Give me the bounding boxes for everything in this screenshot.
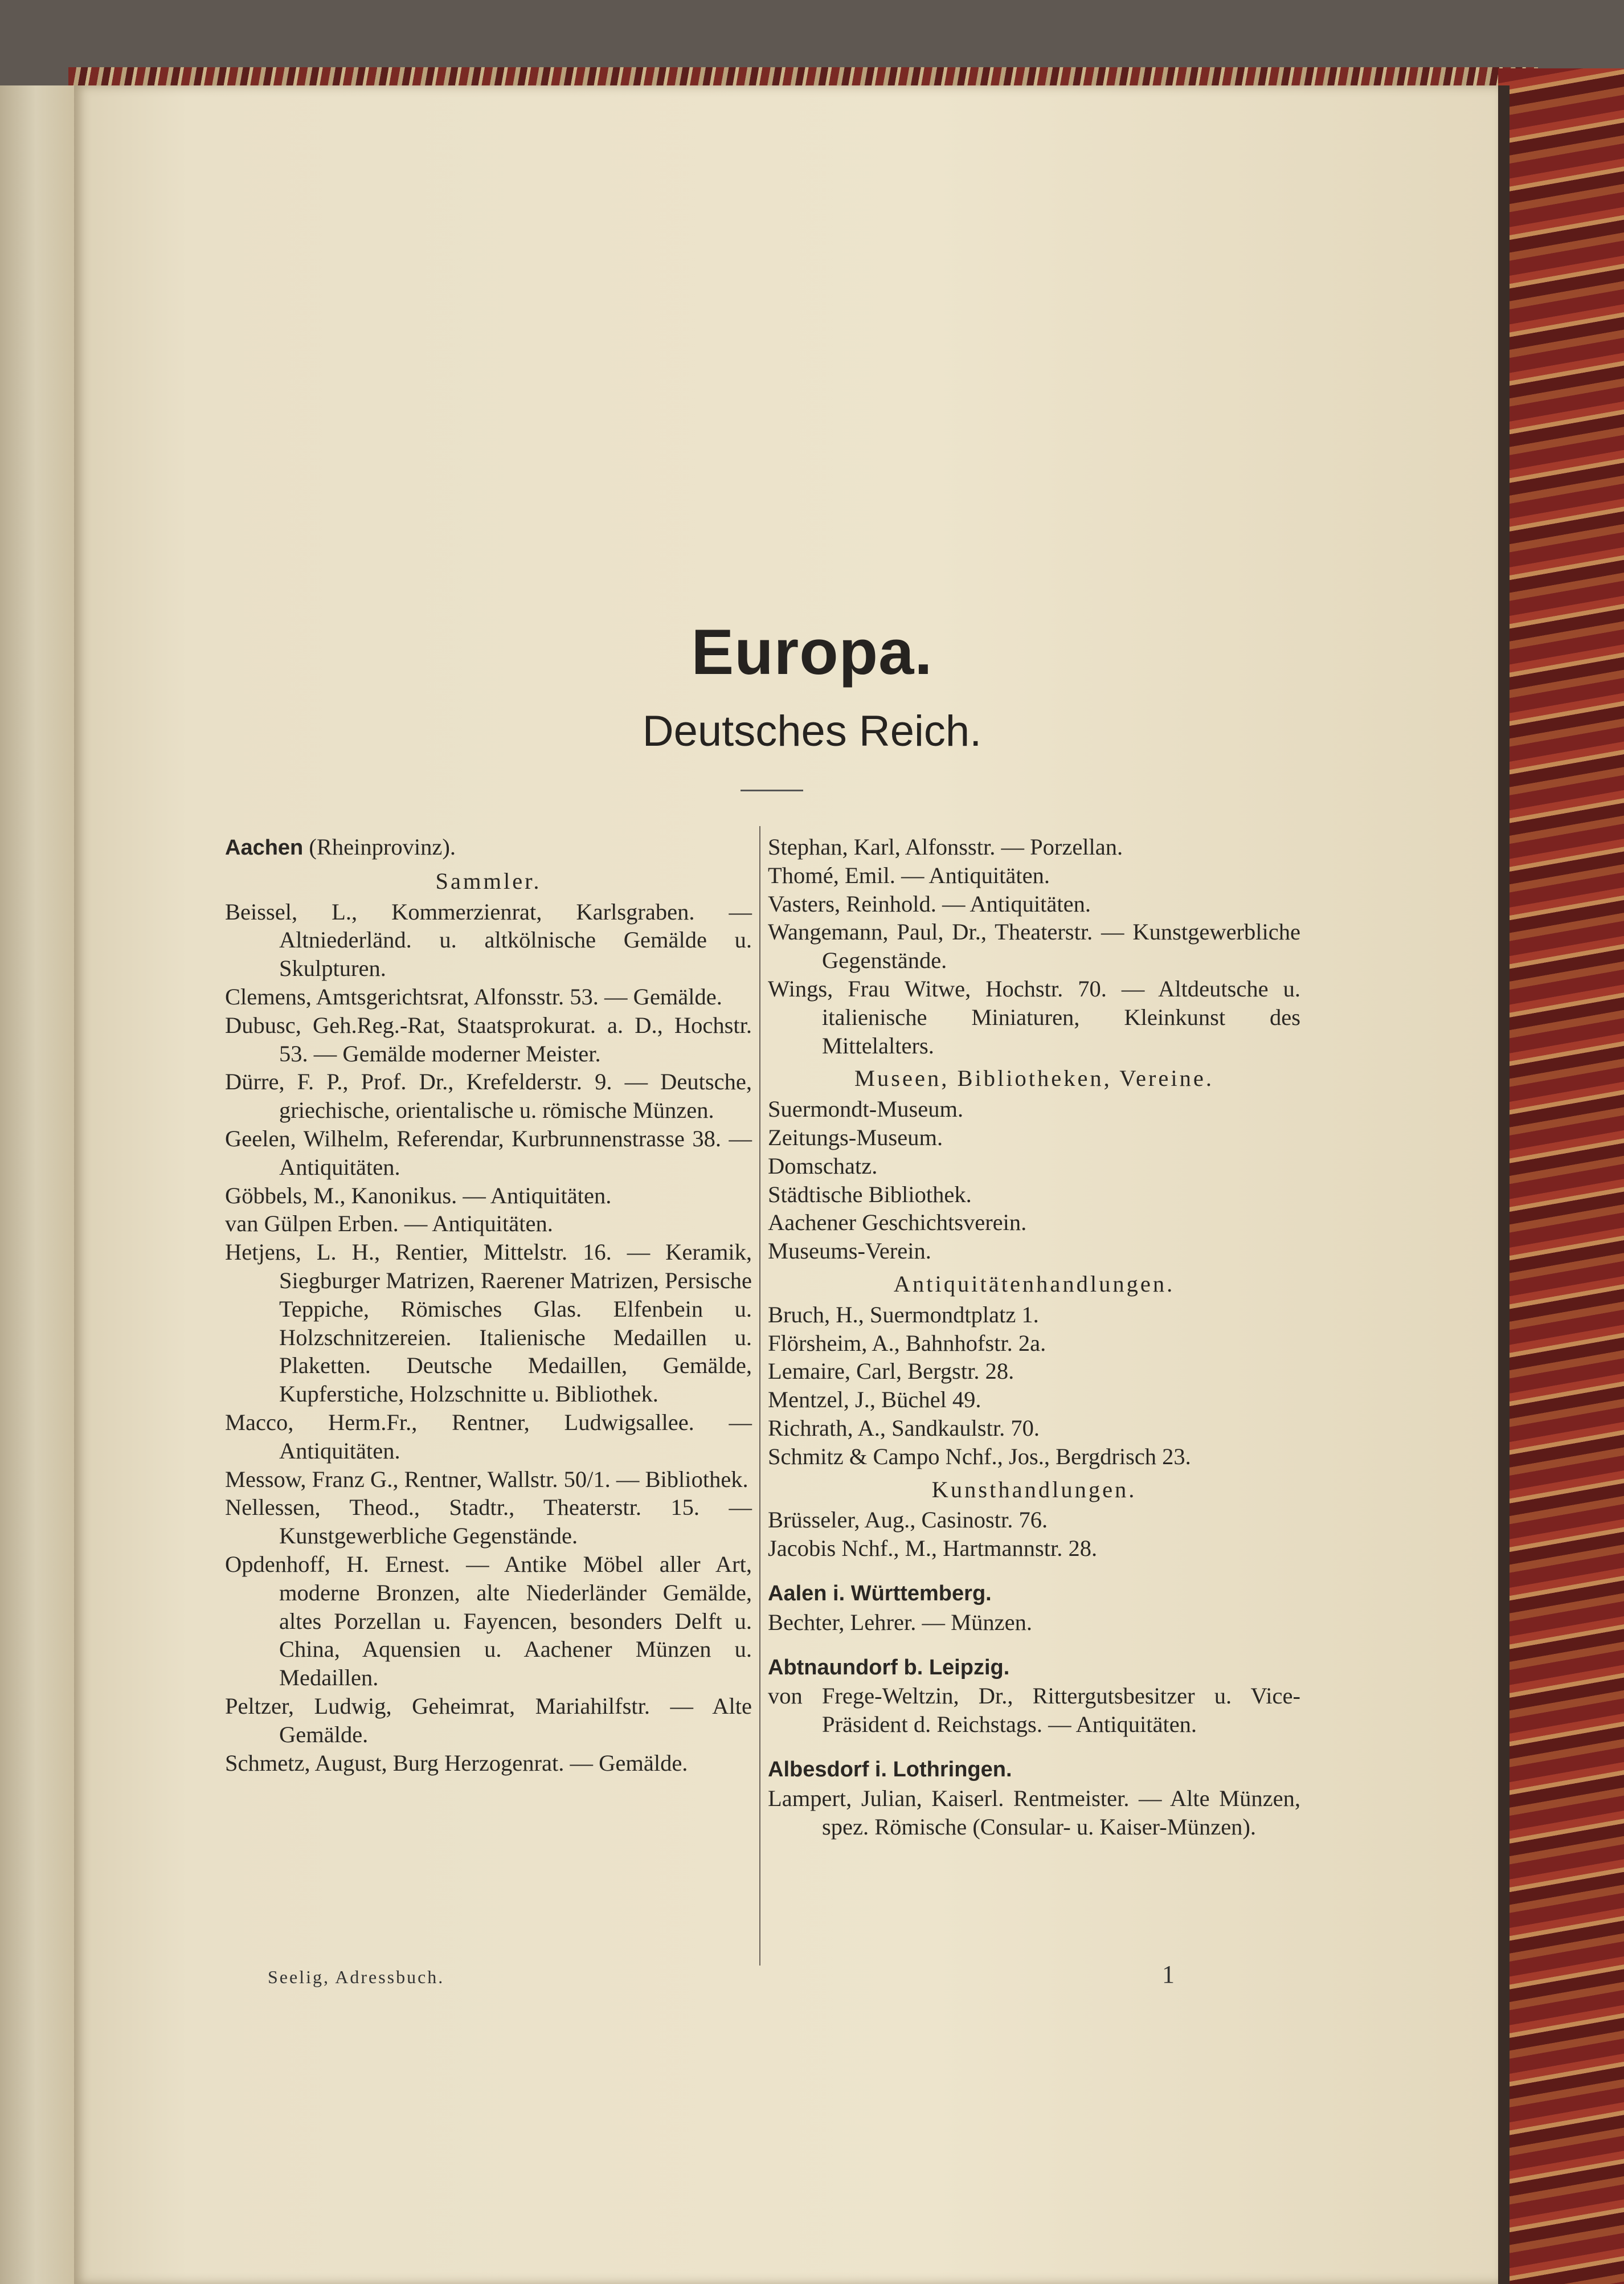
directory-entry: Opdenhoff, H. Ernest. — Antike Möbel aller Art, moderne Bronzen, alte Niederländer Gemälde, altes Porzellan u. Fayencen, besonders Delft u. China, Aquensien u. Aachener Münzen u. Medaillen.: [225, 1551, 752, 1691]
section-heading: Sammler.: [435, 868, 542, 894]
page-number: 1: [1162, 1960, 1175, 1988]
directory-entry: Mentzel, J., Büchel 49.: [768, 1387, 981, 1413]
section-heading: Antiquitätenhandlungen.: [893, 1270, 1175, 1297]
title-rule: [741, 790, 803, 791]
directory-entry: von Frege-Weltzin, Dr., Rittergutsbesitzer u. Vice-Präsident d. Reichstags. — Antiquitäten.: [768, 1683, 1300, 1738]
directory-entry: Nellessen, Theod., Stadtr., Theaterstr. 15. — Kunstgewerbliche Gegenstände.: [225, 1494, 752, 1549]
directory-entry: Wangemann, Paul, Dr., Theaterstr. — Kunstgewerbliche Gegenstände.: [768, 919, 1300, 974]
left-column: [225, 833, 752, 1777]
right-column: [768, 833, 1300, 1841]
directory-entry: Thomé, Emil. — Antiquitäten.: [768, 862, 1050, 888]
section-heading: Kunsthandlungen.: [931, 1476, 1137, 1502]
section-heading: Museen, Bibliotheken, Vereine.: [854, 1065, 1214, 1092]
previous-page-edge: [0, 85, 80, 2284]
city-name: Aachen: [225, 836, 304, 860]
city-heading: [768, 1755, 1300, 1784]
directory-entry: Bruch, H., Suermondtplatz 1.: [768, 1301, 1039, 1327]
page-subtitle: Deutsches Reich.: [642, 707, 982, 755]
footer-signature: Seelig, Adressbuch.: [268, 1967, 445, 1987]
directory-entry: Wings, Frau Witwe, Hochstr. 70. — Altdeutsche u. italienische Miniaturen, Kleinkunst des Mittelalters.: [768, 975, 1300, 1059]
directory-entry: Bechter, Lehrer. — Münzen.: [768, 1609, 1032, 1635]
directory-entry: Dürre, F. P., Prof. Dr., Krefelderstr. 9. — Deutsche, griechische, orientalische u. römische Münzen.: [225, 1069, 752, 1123]
city-name: Albesdorf i. Lothringen.: [768, 1757, 1012, 1782]
directory-entry: Richrath, A., Sandkaulstr. 70.: [768, 1415, 1040, 1441]
directory-entry: Dubusc, Geh.Reg.-Rat, Staatsprokurat. a. D., Hochstr. 53. — Gemälde moderner Meister.: [225, 1012, 752, 1067]
directory-entry: Beissel, L., Kommerzienrat, Karlsgraben. — Altniederländ. u. altkölnische Gemälde u. Skulpturen.: [225, 898, 752, 982]
directory-entry: Hetjens, L. H., Rentier, Mittelstr. 16. — Keramik, Siegburger Matrizen, Raerener Matrizen, Persische Teppiche, Römisches Glas. Elfenbein u. Holzschnitzereien. Italienische Medaillen u. Plaketten. Deutsche Medaillen, Gemälde, Kupferstiche, Holzschnitte u. Bibliothek.: [225, 1239, 752, 1407]
directory-entry: Städtische Bibliothek.: [768, 1181, 972, 1207]
city-name: Aalen i. Württemberg.: [768, 1581, 992, 1605]
directory-entry: Jacobis Nchf., M., Hartmannstr. 28.: [768, 1535, 1098, 1562]
directory-entry: Aachener Geschichtsverein.: [768, 1210, 1027, 1236]
directory-entry: Lemaire, Carl, Bergstr. 28.: [768, 1358, 1015, 1384]
directory-entry: Schmitz & Campo Nchf., Jos., Bergdrisch 23.: [768, 1443, 1191, 1469]
city-heading: [768, 1653, 1300, 1682]
city-heading: [768, 1579, 1300, 1608]
directory-entry: Messow, Franz G., Rentner, Wallstr. 50/1. — Bibliothek.: [225, 1466, 748, 1492]
directory-entry: Göbbels, M., Kanonikus. — Antiquitäten.: [225, 1182, 612, 1208]
directory-entry: Flörsheim, A., Bahnhofstr. 2a.: [768, 1330, 1046, 1356]
directory-entry: Suermondt-Museum.: [768, 1096, 964, 1122]
directory-entry: Vasters, Reinhold. — Antiquitäten.: [768, 890, 1091, 917]
directory-entry: Macco, Herm.Fr., Rentner, Ludwigsallee. — Antiquitäten.: [225, 1409, 752, 1464]
column-divider: [759, 826, 760, 1966]
city-heading: [225, 833, 752, 863]
directory-entry: Domschatz.: [768, 1153, 878, 1179]
directory-entry: Geelen, Wilhelm, Referendar, Kurbrunnenstrasse 38. — Antiquitäten.: [225, 1125, 752, 1180]
directory-entry: Stephan, Karl, Alfonsstr. — Porzellan.: [768, 834, 1123, 860]
city-region: (Rheinprovinz).: [309, 834, 456, 860]
directory-entry: Museums-Verein.: [768, 1238, 931, 1264]
directory-entry: van Gülpen Erben. — Antiquitäten.: [225, 1211, 553, 1237]
page-title: Europa.: [691, 616, 933, 688]
directory-entry: Schmetz, August, Burg Herzogenrat. — Gemälde.: [225, 1750, 688, 1776]
book-cover-marbled: [1498, 68, 1624, 2284]
directory-entry: Zeitungs-Museum.: [768, 1124, 943, 1150]
city-name: Abtnaundorf b. Leipzig.: [768, 1655, 1010, 1680]
directory-entry: Lampert, Julian, Kaiserl. Rentmeister. — Alte Münzen, spez. Römische (Consular- u. Kaiser-Münzen).: [768, 1785, 1300, 1840]
directory-entry: Peltzer, Ludwig, Geheimrat, Mariahilfstr. — Alte Gemälde.: [225, 1693, 752, 1747]
directory-entry: Brüsseler, Aug., Casinostr. 76.: [768, 1507, 1048, 1533]
directory-entry: Clemens, Amtsgerichtsrat, Alfonsstr. 53. — Gemälde.: [225, 983, 722, 1010]
